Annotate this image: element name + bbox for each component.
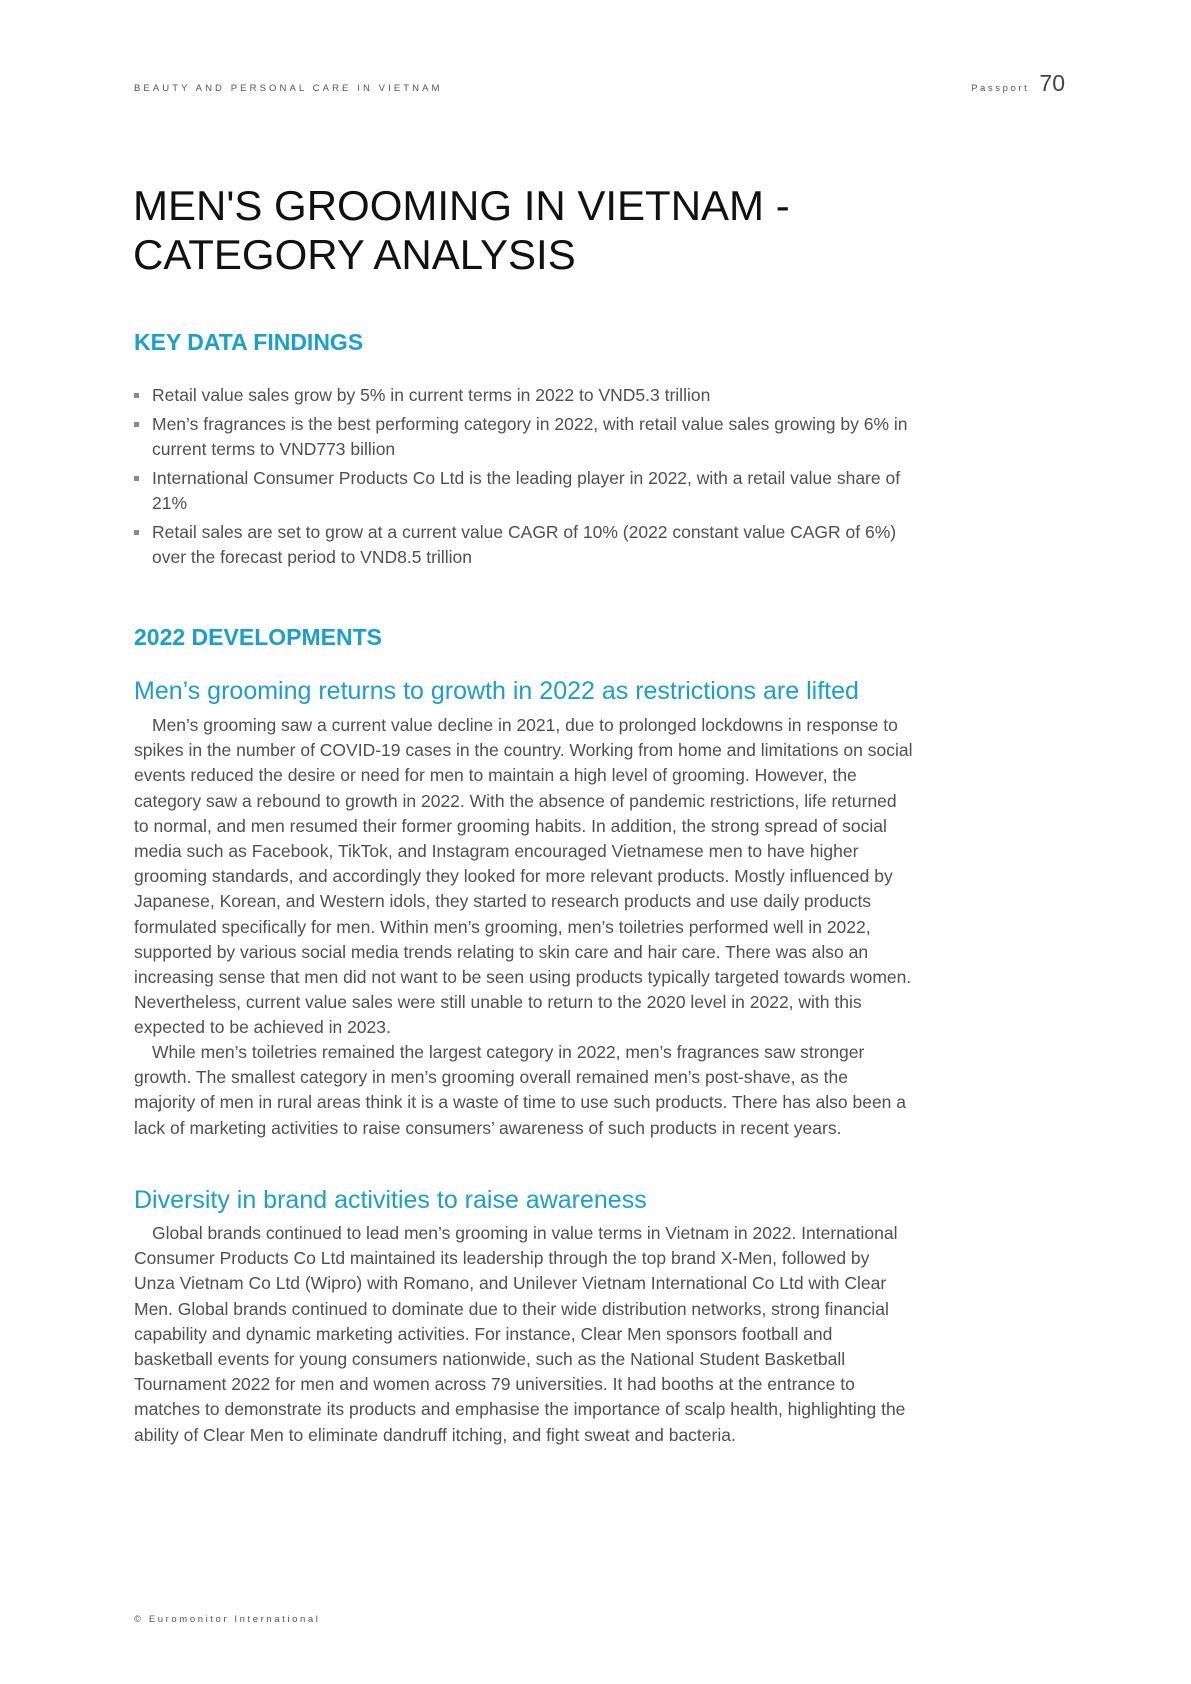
list-item-text: International Consumer Products Co Ltd is the leading player in 2022, with a retail value share of 21%	[152, 468, 901, 513]
bullet-icon	[134, 422, 139, 427]
report-header-title: BEAUTY AND PERSONAL CARE IN VIETNAM	[134, 83, 443, 94]
page-title	[133, 181, 953, 279]
list-item-text: Men’s fragrances is the best performing category in 2022, with retail value sales growing by 6% in current terms to VND773 billion	[152, 414, 908, 459]
subheading-diversity: Diversity in brand activities to raise awareness	[134, 1186, 647, 1214]
page-number: 70	[1039, 70, 1065, 96]
paragraph	[134, 713, 914, 1041]
list-item	[134, 466, 914, 516]
list-item-text: Retail sales are set to grow at a current value CAGR of 10% (2022 constant value CAGR of 6%) over the forecast period to VND8.5 trillion	[152, 522, 897, 567]
subheading-growth: Men’s grooming returns to growth in 2022 as restrictions are lifted	[134, 677, 859, 705]
page-title-line-2: CATEGORY ANALYSIS	[133, 231, 576, 278]
list-item	[134, 520, 914, 570]
paragraph	[134, 1040, 914, 1141]
paragraph-text: Men’s grooming saw a current value decline in 2021, due to prolonged lockdowns in response to spikes in the number of COVID-19 cases in the country. Working from home and limitations on social events reduced the desire or need for men to maintain a high level of grooming. However, the category saw a rebound to growth in 2022. With the absence of pandemic restrictions, life returned to normal, and men resumed their former grooming habits. In addition, the strong spread of social media such as Facebook, TikTok, and Instagram encouraged Vietnamese men to have higher grooming standards, and accordingly they looked for more relevant products. Mostly influenced by Japanese, Korean, and Western idols, they started to research products and use daily products formulated specifically for men. Within men’s grooming, men’s toiletries performed well in 2022, supported by various social media trends relating to skin care and hair care. There was also an increasing sense that men did not want to be seen using products typically targeted towards women. Nevertheless, current value sales were still unable to return to the 2020 level in 2022, with this expected to be achieved in 2023.	[134, 715, 913, 1038]
footer-copyright: © Euromonitor International	[134, 1614, 321, 1625]
list-item	[134, 412, 914, 462]
bullet-icon	[134, 530, 139, 535]
key-findings-heading: KEY DATA FINDINGS	[134, 329, 364, 355]
paragraph-text: While men’s toiletries remained the largest category in 2022, men’s fragrances saw stronger growth. The smallest category in men’s grooming overall remained men’s post-shave, as the majority of men in rural areas think it is a waste of time to use such products. There has also been a lack of marketing activities to raise consumers’ awareness of such products in recent years.	[134, 1042, 906, 1138]
bullet-icon	[134, 476, 139, 481]
page-title-line-1: MEN'S GROOMING IN VIETNAM -	[133, 182, 790, 229]
page-header-right	[971, 70, 1065, 97]
paragraph	[134, 1221, 914, 1448]
developments-heading: 2022 DEVELOPMENTS	[134, 624, 382, 650]
bullet-icon	[134, 393, 139, 398]
passport-label: Passport	[971, 83, 1030, 94]
list-item-text: Retail value sales grow by 5% in current terms in 2022 to VND5.3 trillion	[152, 385, 711, 405]
paragraph-text: Global brands continued to lead men’s grooming in value terms in Vietnam in 2022. International Consumer Products Co Ltd maintained its leadership through the top brand X-Men, followed by Unza Vietnam Co Ltd (Wipro) with Romano, and Unilever Vietnam International Co Ltd with Clear Men. Global brands continued to dominate due to their wide distribution networks, strong financial capability and dynamic marketing activities. For instance, Clear Men sponsors football and basketball events for young consumers nationwide, such as the National Student Basketball Tournament 2022 for men and women across 79 universities. It had booths at the entrance to matches to demonstrate its products and emphasise the importance of scalp health, highlighting the ability of Clear Men to eliminate dandruff itching, and fight sweat and bacteria.	[134, 1223, 906, 1445]
key-findings-list	[134, 383, 914, 574]
list-item	[134, 383, 914, 408]
